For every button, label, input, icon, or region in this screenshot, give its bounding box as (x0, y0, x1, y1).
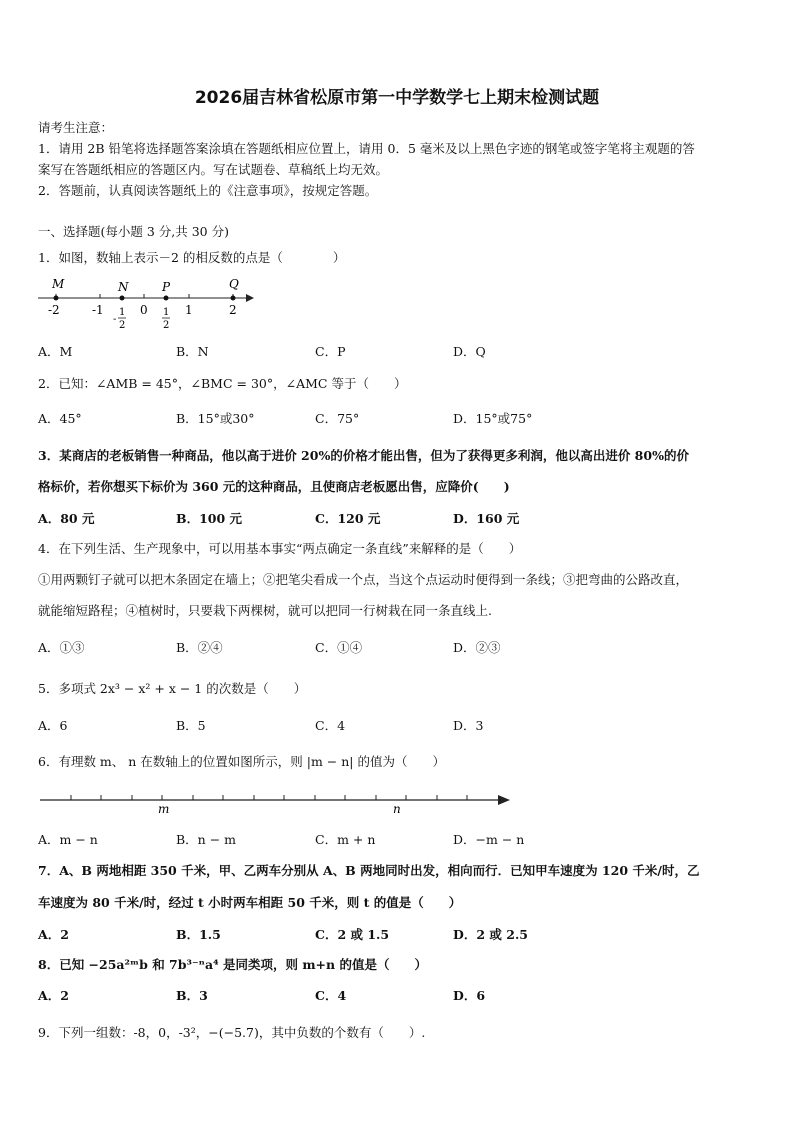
option-c: C．4 (315, 718, 346, 733)
option-b: B．n − m (176, 832, 237, 847)
tick-label: 2 (229, 303, 237, 317)
point-label: M (52, 277, 65, 291)
question-4-stem: 4．在下列生活、生产现象中，可以用基本事实“两点确定一条直线”来解释的是（ ） (38, 541, 522, 556)
tick-label: -1 (92, 303, 104, 317)
option-a: A．80 元 (38, 511, 95, 526)
option-d: D．②③ (453, 640, 501, 655)
question-6-stem: 6．有理数 m、 n 在数轴上的位置如图所示，则 |m − n| 的值为（ ） (38, 754, 445, 769)
option-d: D．6 (453, 988, 486, 1003)
option-c: C．2 或 1.5 (315, 927, 390, 942)
tick-label: -2 (48, 303, 60, 317)
section-heading: 一、选择题(每小题 3 分,共 30 分) (38, 224, 229, 239)
number-line-figure (34, 272, 264, 332)
option-d: D．2 或 2.5 (453, 927, 528, 942)
option-c: C．120 元 (315, 511, 381, 526)
option-d: D．−m − n (453, 832, 525, 847)
option-c: C．①④ (315, 640, 363, 655)
point-n (120, 296, 125, 301)
point-p (164, 296, 169, 301)
option-c: C．4 (315, 988, 347, 1003)
question-7-line: 7．A、B 两地相距 350 千米，甲、乙两车分别从 A、B 两地同时出发，相向而行．已知甲车速度为 120 千米/时，乙 (38, 863, 700, 878)
point-label: P (162, 280, 171, 294)
option-a: A．m − n (38, 832, 98, 847)
tick-label: 1 (185, 303, 193, 317)
option-b: B．N (176, 344, 209, 359)
option-a: A．45° (38, 411, 82, 426)
option-b: B．15°或30° (176, 411, 255, 426)
option-c: C．75° (315, 411, 360, 426)
fraction-numerator: 1 (119, 307, 126, 318)
option-a: A．2 (38, 927, 69, 942)
point-label: Q (229, 277, 239, 291)
option-d: D．3 (453, 718, 484, 733)
option-b: B．100 元 (176, 511, 243, 526)
page-title: 2026届吉林省松原市第一中学数学七上期末检测试题 (194, 88, 600, 108)
question-3-line: 3．某商店的老板销售一种商品，他以高于进价 20%的价格才能出售，但为了获得更多利润，他以高出进价 80%的价 (38, 448, 689, 463)
question-2-stem: 2．已知：∠AMB = 45°，∠BMC = 30°，∠AMC 等于（ ） (38, 376, 407, 391)
option-a: A．6 (38, 718, 68, 733)
notice-line: 案写在答题纸相应的答题区内。写在试题卷、草稿纸上均无效。 (38, 162, 389, 177)
question-9-stem: 9．下列一组数：-8，0，-3²，−(−5.7)，其中负数的个数有（ ）. (38, 1025, 426, 1040)
fraction-sign: - (113, 314, 117, 325)
notice-line: 1．请用 2B 铅笔将选择题答案涂填在答题纸相应位置上，请用 0．5 毫米及以上黑色字迹的钢笔或签字笔将主观题的答 (38, 141, 695, 156)
option-d: D．Q (453, 344, 486, 359)
question-3-line: 格标价，若你想买下标价为 360 元的这种商品，且使商店老板愿出售，应降价( ) (38, 479, 510, 494)
question-4-line: ①用两颗钉子就可以把木条固定在墙上；②把笔尖看成一个点，当这个点运动时便得到一条线；③把弯曲的公路改直， (38, 572, 689, 587)
option-c: C．m + n (315, 832, 376, 847)
fraction-denominator: 2 (119, 320, 126, 331)
tick-label: 0 (140, 303, 148, 317)
question-4-line: 就能缩短路程；④植树时，只要栽下两棵树，就可以把同一行树栽在同一条直线上. (38, 603, 492, 618)
notice-heading: 请考生注意： (38, 120, 114, 135)
question-7-line: 车速度为 80 千米/时，经过 t 小时两车相距 50 千米，则 t 的值是（ ） (38, 895, 462, 910)
option-b: B．5 (176, 718, 206, 733)
point-label: N (118, 280, 129, 294)
option-b: B．②④ (176, 640, 223, 655)
option-a: A．2 (38, 988, 69, 1003)
option-d: D．15°或75° (453, 411, 533, 426)
label-n: n (393, 802, 401, 816)
point-m (54, 296, 59, 301)
option-b: B．1.5 (176, 927, 221, 942)
label-m: m (158, 802, 170, 816)
fraction-numerator: 1 (163, 307, 170, 318)
option-b: B．3 (176, 988, 208, 1003)
option-c: C．P (315, 344, 346, 359)
option-a: A．①③ (38, 640, 85, 655)
option-a: A．M (38, 344, 73, 359)
question-5-stem: 5．多项式 2x³ − x² + x − 1 的次数是（ ） (38, 681, 307, 696)
question-1-stem: 1．如图，数轴上表示－2 的相反数的点是（ ） (38, 250, 346, 265)
point-q (231, 296, 236, 301)
question-8-stem: 8．已知 −25a²ᵐb 和 7b³⁻ⁿa⁴ 是同类项，则 m+n 的值是（ ） (38, 957, 427, 972)
notice-line: 2．答题前，认真阅读答题纸上的《注意事项》，按规定答题。 (38, 183, 378, 198)
number-line-figure (38, 786, 518, 818)
fraction-denominator: 2 (163, 320, 170, 331)
option-d: D．160 元 (453, 511, 520, 526)
